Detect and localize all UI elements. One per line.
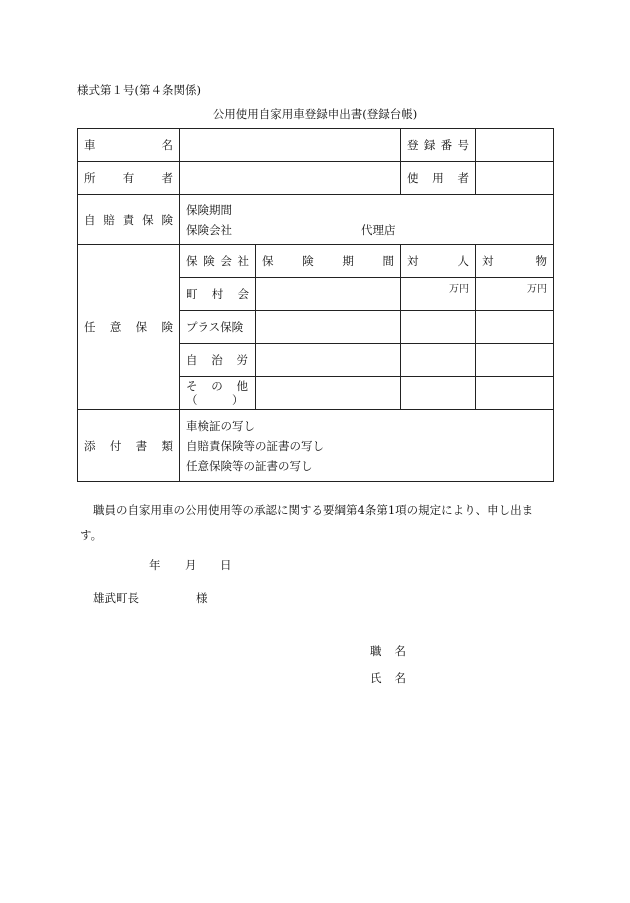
registration-table: [77, 128, 554, 482]
town-period-field[interactable]: [256, 278, 401, 311]
label-jichiro: 自 治 労: [180, 344, 256, 377]
col-insurance-company: 保 険 会 社: [180, 245, 256, 278]
user-field[interactable]: [476, 162, 554, 195]
honorific: 様: [196, 591, 208, 605]
row-voluntary-header: [78, 245, 554, 278]
compulsory-company-label: 保険会社: [186, 222, 232, 237]
label-compulsory-insurance: 自 賠 責 保 険: [78, 195, 180, 245]
label-voluntary-insurance: 任 意 保 険: [78, 245, 180, 410]
plus-bodily-field[interactable]: [401, 311, 476, 344]
other-paren: （ ）: [186, 393, 244, 407]
jichiro-property-field[interactable]: [476, 344, 554, 377]
row-compulsory-insurance: [78, 195, 554, 245]
town-bodily-field[interactable]: [401, 278, 476, 311]
attachment-item: 車検証の写し: [186, 418, 255, 433]
label-user: 使 用 者: [401, 162, 476, 195]
compulsory-agency-label: 代理店: [361, 222, 396, 237]
form-title: 公用使用自家用車登録申出書(登録台帳): [212, 107, 418, 121]
attachment-item: 自賠責保険等の証書の写し: [186, 438, 324, 453]
attachments-list: [180, 410, 554, 482]
label-plus-insurance: プラス保険: [180, 311, 256, 344]
jichiro-bodily-field[interactable]: [401, 344, 476, 377]
statement-line-1: 職員の自家用車の公用使用等の承認に関する要綱第4条第1項の規定により、申し出ま: [93, 503, 534, 517]
other-property-field[interactable]: [476, 377, 554, 410]
registration-number-field[interactable]: [476, 129, 554, 162]
job-title-label: 職 名: [370, 644, 406, 658]
unit-label: 万円: [527, 284, 548, 295]
date-month-label: 月: [185, 558, 197, 572]
col-bodily-injury: 対 人: [401, 245, 476, 278]
plus-property-field[interactable]: [476, 311, 554, 344]
statement-line-2: す。: [80, 528, 103, 542]
label-town-association: 町 村 会: [180, 278, 256, 311]
form-number: 様式第１号(第４条関係): [77, 83, 201, 97]
owner-field[interactable]: [180, 162, 401, 195]
row-attachments: [78, 410, 554, 482]
name-label: 氏 名: [370, 671, 406, 685]
car-name-field[interactable]: [180, 129, 401, 162]
plus-period-field[interactable]: [256, 311, 401, 344]
attachment-item: 任意保険等の証書の写し: [186, 458, 313, 473]
col-property-damage: 対 物: [476, 245, 554, 278]
other-bodily-field[interactable]: [401, 377, 476, 410]
town-property-field[interactable]: [476, 278, 554, 311]
addressee: 雄武町長: [93, 591, 139, 605]
row-owner: [78, 162, 554, 195]
label-attachments: 添 付 書 類: [78, 410, 180, 482]
unit-label: 万円: [449, 284, 470, 295]
compulsory-insurance-field[interactable]: [180, 195, 554, 245]
date-day-label: 日: [220, 558, 232, 572]
row-car-name: [78, 129, 554, 162]
compulsory-period-label: 保険期間: [186, 202, 232, 217]
label-other: そ の 他 （ ）: [180, 377, 256, 410]
col-insurance-period: 保 険 期 間: [256, 245, 401, 278]
other-period-field[interactable]: [256, 377, 401, 410]
jichiro-period-field[interactable]: [256, 344, 401, 377]
label-registration-number: 登 録 番 号: [401, 129, 476, 162]
label-car-name: 車 名: [78, 129, 180, 162]
date-year-label: 年: [149, 558, 161, 572]
label-owner: 所 有 者: [78, 162, 180, 195]
